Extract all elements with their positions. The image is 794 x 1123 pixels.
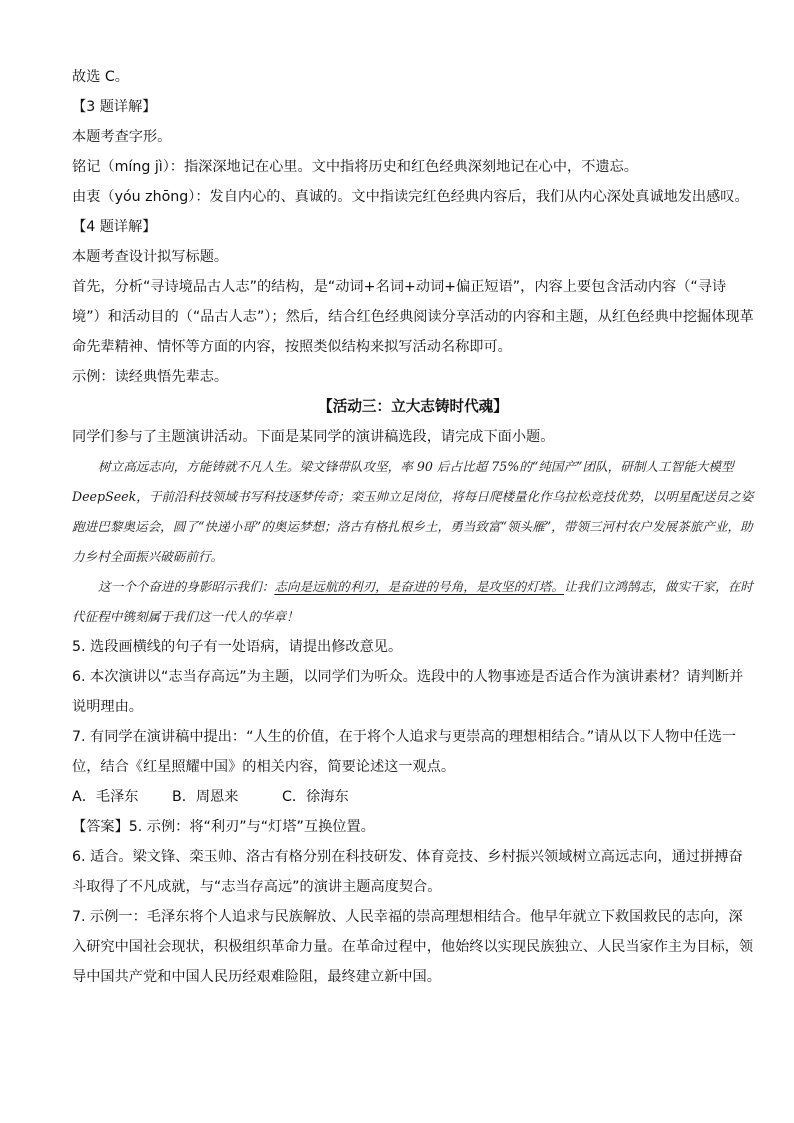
question-7-options — [72, 782, 754, 812]
underlined-sentence: 志向是远航的利刃，是奋进的号角，是攻坚的灯塔。 — [274, 579, 564, 594]
speech-text: 这一个个奋进的身影昭示我们： — [98, 579, 275, 594]
option-c: C．徐海东 — [282, 789, 349, 805]
speech-paragraph-2 — [72, 572, 754, 632]
answer-6: 6. 适合。梁文锋、栾玉帅、洛古有格分别在科技研发、体育竞技、乡村振兴领域树立高远志向，通过拼搏奋斗取得了不凡成就，与“志当存高远”的演讲主题高度契合。 — [72, 849, 743, 895]
activity-intro: 同学们参与了主题演讲活动。下面是某同学的演讲稿选段，请完成下面小题。 — [72, 429, 555, 445]
example-line: 示例：读经典悟先辈志。 — [72, 369, 229, 385]
section-heading-q3: 【3 题详解】 — [72, 99, 157, 115]
definition-mingji: 铭记（míng jì）：指深深地记在心里。文中指将历史和红色经典深刻地记在心中，不遗忘。 — [72, 159, 638, 175]
option-a: A．毛泽东 — [72, 789, 139, 805]
answer-line: 故选 C。 — [72, 69, 129, 85]
speech-paragraph-1: 树立高远志向，方能铸就不凡人生。梁文锋带队攻坚，率 90 后占比超 75%的“纯国产”团队，研制人工智能大模型 DeepSeek，于前沿科技领域书写科技逐梦传奇；栾玉帅立足岗位，将每日爬楼量化作乌拉松竞技优势，以明星配送员之姿跑进巴黎奥运会，圆了“快递小哥”的奥运梦想；洛古有格扎根乡土，勇当致富“领头雁”，带领三河村农户发展茶旅产业，助力乡村全面振兴破砺前行。 — [72, 459, 754, 564]
section-heading-q4: 【4 题详解】 — [72, 219, 157, 235]
question-7: 7. 有同学在演讲稿中提出：“人生的价值，在于将个人追求与更崇高的理想相结合。”请从以下人物中任选一位，结合《红星照耀中国》的相关内容，简要论述这一观点。 — [72, 729, 737, 775]
option-b: B．周恩来 — [172, 789, 239, 805]
definition-youzhong: 由衷（yóu zhōng）：发自内心的、真诚的。文中指读完红色经典内容后，我们从内心深处真诚地发出感叹。 — [72, 189, 749, 205]
speech-text: 让我们立鸿鹄志，做实干家，在时代征程中镌刻属于我们这一代人的华章！ — [72, 579, 753, 624]
question-6: 6. 本次演讲以“志当存高远”为主题，以同学们为听众。选段中的人物事迹是否适合作为演讲素材？请判断并说明理由。 — [72, 669, 744, 715]
question-5: 5. 选段画横线的句子有一处语病，请提出修改意见。 — [72, 639, 403, 655]
answer-7: 7. 示例一：毛泽东将个人追求与民族解放、人民幸福的崇高理想相结合。他早年就立下救国救民的志向，深入研究中国社会现状，积极组织革命力量。在革命过程中，他始终以实现民族独立、人民当家作主为目标，领导中国共产党和中国人民历经艰难险阻，最终建立新中国。 — [72, 909, 754, 985]
answer-5: 【答案】5. 示例：将“利刃”与“灯塔”互换位置。 — [72, 819, 375, 835]
analysis-paragraph: 首先，分析“寻诗境品古人志”的结构，是“动词+名词+动词+偏正短语”，内容上要包含活动内容（“寻诗境”）和活动目的（“品古人志”）；然后，结合红色经典阅读分享活动的内容和主题，从红色经典中挖掘体现革命先辈精神、情怀等方面的内容，按照类似结构来拟写活动名称即可。 — [72, 279, 754, 355]
text-line: 本题考查字形。 — [72, 129, 172, 145]
document-page — [72, 62, 754, 992]
text-line: 本题考查设计拟写标题。 — [72, 249, 229, 265]
activity-heading: 【活动三：立大志铸时代魂】 — [318, 398, 508, 415]
